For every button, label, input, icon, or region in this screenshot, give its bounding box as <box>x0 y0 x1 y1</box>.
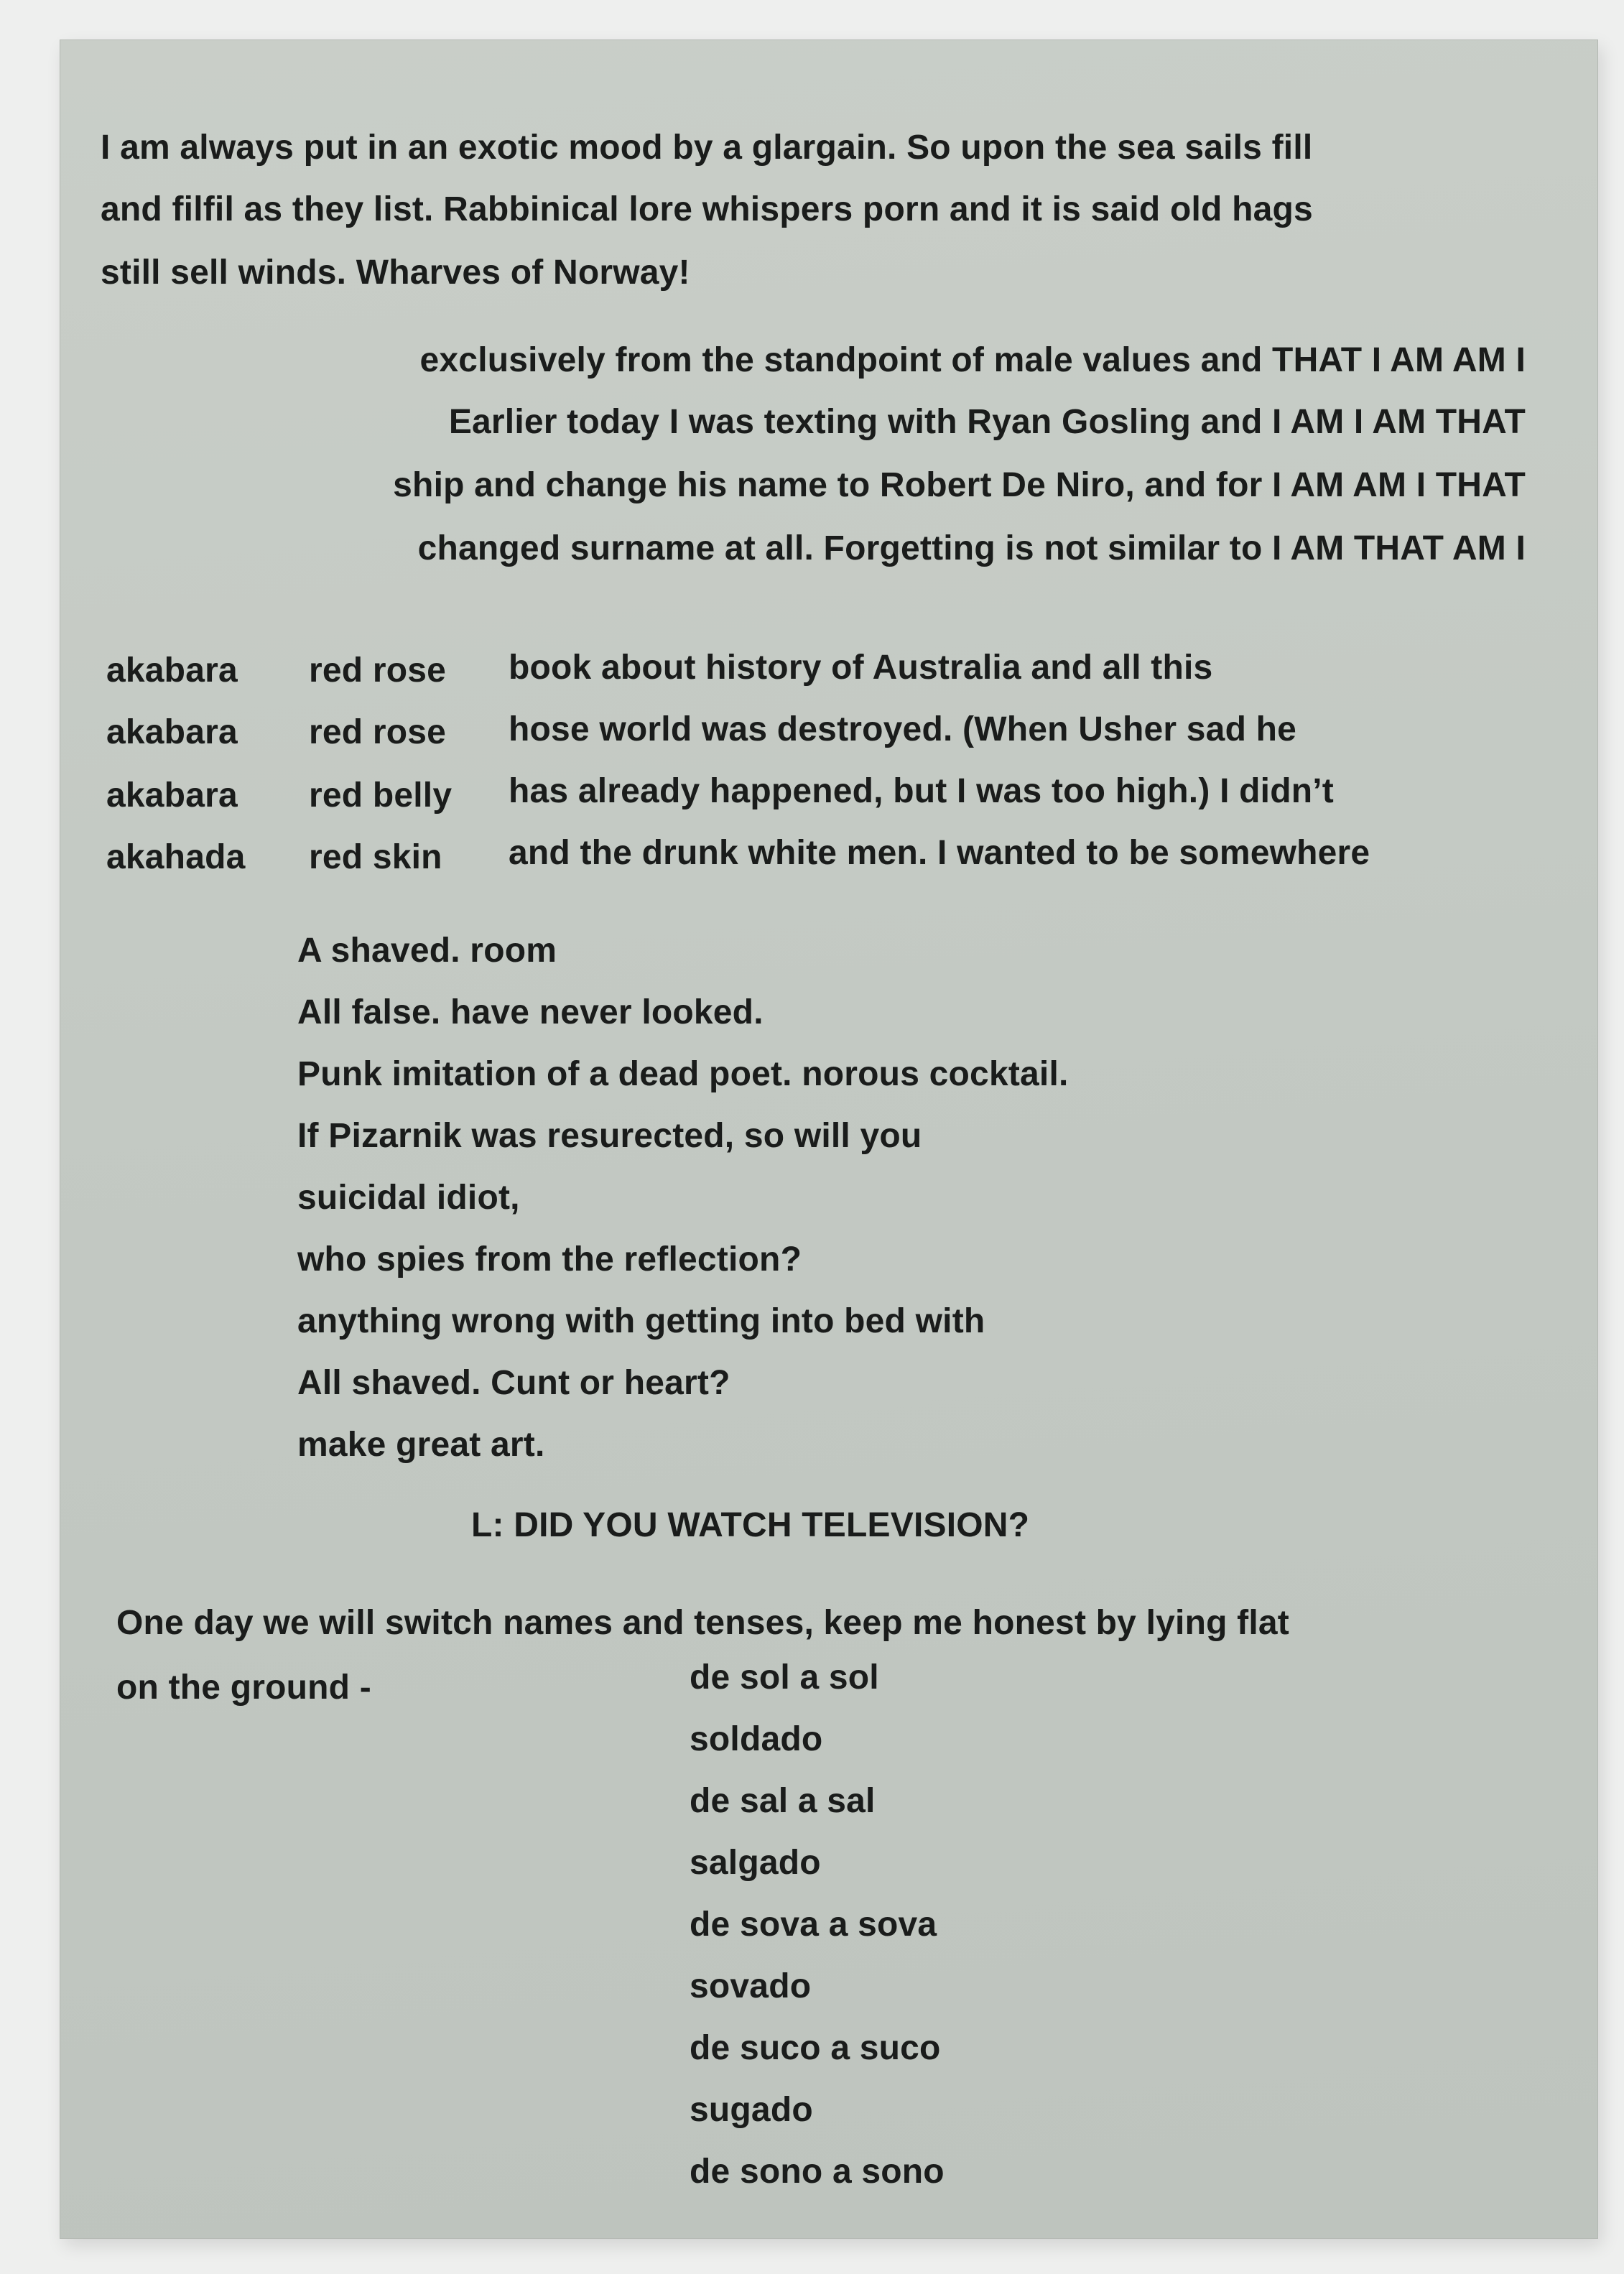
closing-line: One day we will switch names and tenses, keep me honest by lying flat <box>116 1604 1289 1642</box>
portuguese-line: de sova a sova <box>690 1906 937 1944</box>
iam-line: ship and change his name to Robert De Niro, and for I AM AM I THAT <box>393 466 1526 504</box>
iam-line: exclusively from the standpoint of male values and THAT I AM AM I <box>419 341 1526 379</box>
section-heading: L: DID YOU WATCH TELEVISION? <box>471 1506 1030 1544</box>
portuguese-line: sovado <box>690 1967 812 2005</box>
portuguese-line: de sal a sal <box>690 1782 876 1820</box>
glossary-word: akabara <box>106 713 238 751</box>
poem-line: anything wrong with getting into bed with <box>297 1302 985 1340</box>
poem-line: If Pizarnik was resurected, so will you <box>297 1117 922 1155</box>
glossary-word: akahada <box>106 838 246 876</box>
poem-line: make great art. <box>297 1426 545 1464</box>
glossary-word: akabara <box>106 651 238 690</box>
poem-line: A shaved. room <box>297 932 557 970</box>
poem-line: who spies from the reflection? <box>297 1240 802 1278</box>
portuguese-line: soldado <box>690 1720 823 1758</box>
poem-line: suicidal idiot, <box>297 1179 520 1217</box>
intro-line: and filfil as they list. Rabbinical lore whispers porn and it is said old hags <box>101 190 1313 228</box>
intro-line: still sell winds. Wharves of Norway! <box>101 254 690 292</box>
glossary-word: akabara <box>106 776 238 815</box>
glossary-meaning: red rose <box>309 651 447 690</box>
portuguese-line: de sol a sol <box>690 1658 879 1697</box>
iam-line: Earlier today I was texting with Ryan Gosling and I AM I AM THAT <box>448 403 1526 441</box>
glossary-text: and the drunk white men. I wanted to be somewhere <box>509 834 1370 872</box>
intro-line: I am always put in an exotic mood by a glargain. So upon the sea sails fill <box>101 129 1313 167</box>
portuguese-line: de sono a sono <box>690 2153 945 2191</box>
poem-line: Punk imitation of a dead poet. norous cocktail. <box>297 1055 1069 1093</box>
portuguese-line: de suco a suco <box>690 2029 941 2067</box>
portuguese-line: salgado <box>690 1844 821 1882</box>
iam-line: changed surname at all. Forgetting is not similar to I AM THAT AM I <box>417 529 1526 567</box>
glossary-meaning: red belly <box>309 776 453 815</box>
glossary-text: hose world was destroyed. (When Usher sad he <box>509 710 1297 748</box>
glossary-text: book about history of Australia and all this <box>509 649 1213 687</box>
book-page <box>60 40 1597 2238</box>
portuguese-line: sugado <box>690 2091 813 2129</box>
closing-line: on the ground - <box>116 1669 371 1707</box>
poem-line: All false. have never looked. <box>297 993 764 1031</box>
poem-line: All shaved. Cunt or heart? <box>297 1364 730 1402</box>
glossary-meaning: red rose <box>309 713 447 751</box>
glossary-meaning: red skin <box>309 838 442 876</box>
glossary-text: has already happened, but I was too high.) I didn’t <box>509 772 1334 810</box>
